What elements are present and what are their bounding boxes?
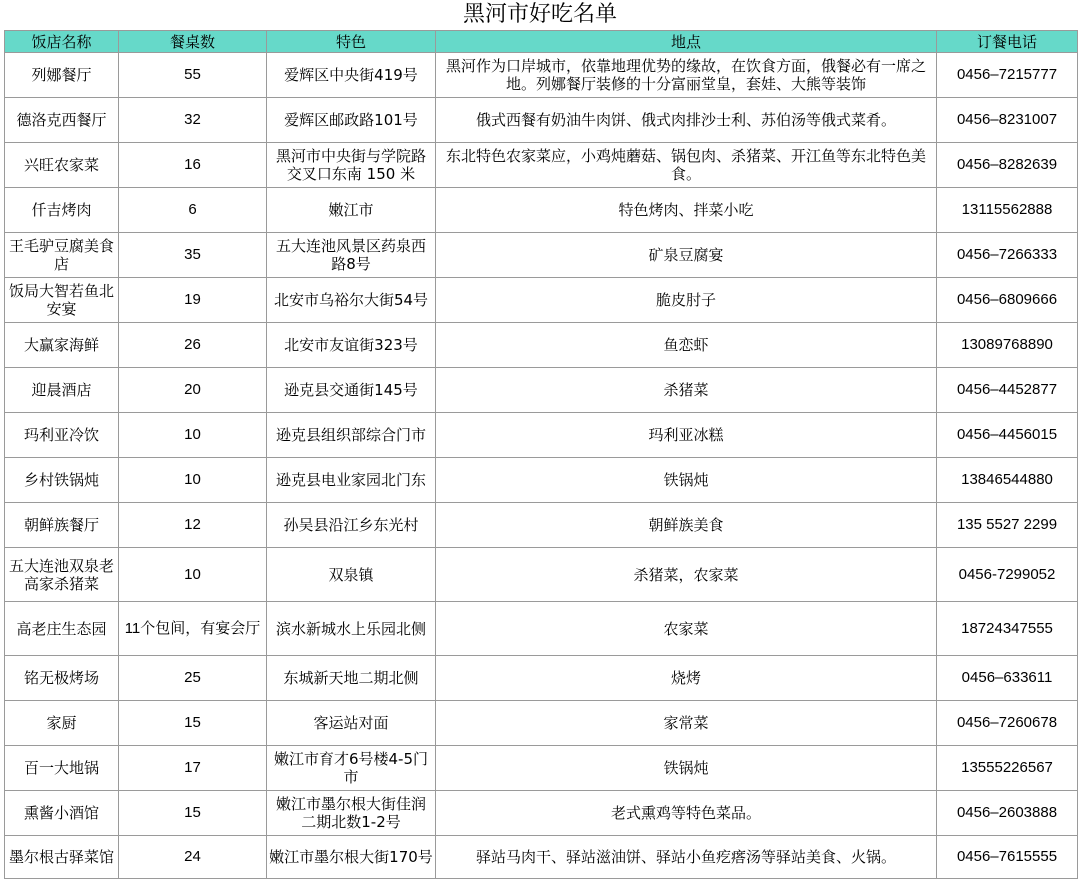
cell-location: 铁锅炖 xyxy=(436,746,937,791)
table-row xyxy=(5,368,1078,413)
table-row xyxy=(5,188,1078,233)
table-row xyxy=(5,791,1078,836)
cell-location: 铁锅炖 xyxy=(436,458,937,503)
cell-feature: 嫩江市育才6号楼4-5门市 xyxy=(267,746,436,791)
table-row xyxy=(5,413,1078,458)
cell-tables: 19 xyxy=(119,278,267,323)
cell-location: 家常菜 xyxy=(436,701,937,746)
cell-location: 杀猪菜，农家菜 xyxy=(436,548,937,602)
table-row xyxy=(5,656,1078,701)
cell-tables: 15 xyxy=(119,791,267,836)
cell-tables: 25 xyxy=(119,656,267,701)
cell-name: 朝鲜族餐厅 xyxy=(5,503,119,548)
cell-phone: 0456-7299052 xyxy=(937,548,1078,602)
header-tables: 餐桌数 xyxy=(119,31,267,53)
cell-feature: 五大连池风景区药泉西路8号 xyxy=(267,233,436,278)
table-row xyxy=(5,233,1078,278)
restaurant-table xyxy=(4,30,1078,879)
cell-location: 驿站马肉干、驿站滋油饼、驿站小鱼疙瘩汤等驿站美食、火锅。 xyxy=(436,836,937,879)
cell-feature: 逊克县组织部综合门市 xyxy=(267,413,436,458)
cell-name: 德洛克西餐厅 xyxy=(5,98,119,143)
cell-phone: 18724347555 xyxy=(937,602,1078,656)
cell-location: 玛利亚冰糕 xyxy=(436,413,937,458)
cell-location: 烧烤 xyxy=(436,656,937,701)
cell-name: 墨尔根古驿菜馆 xyxy=(5,836,119,879)
cell-name: 大赢家海鲜 xyxy=(5,323,119,368)
cell-tables: 15 xyxy=(119,701,267,746)
cell-tables: 16 xyxy=(119,143,267,188)
header-location: 地点 xyxy=(436,31,937,53)
cell-feature: 爱辉区中央街419号 xyxy=(267,53,436,98)
cell-phone: 13089768890 xyxy=(937,323,1078,368)
cell-phone: 0456–8282639 xyxy=(937,143,1078,188)
table-row xyxy=(5,98,1078,143)
cell-location: 矿泉豆腐宴 xyxy=(436,233,937,278)
cell-tables: 32 xyxy=(119,98,267,143)
cell-feature: 爱辉区邮政路101号 xyxy=(267,98,436,143)
cell-location: 杀猪菜 xyxy=(436,368,937,413)
cell-tables: 10 xyxy=(119,458,267,503)
table-row xyxy=(5,503,1078,548)
cell-tables: 10 xyxy=(119,413,267,458)
cell-name: 列娜餐厅 xyxy=(5,53,119,98)
cell-phone: 0456–4452877 xyxy=(937,368,1078,413)
cell-feature: 嫩江市墨尔根大街170号 xyxy=(267,836,436,879)
cell-name: 熏酱小酒馆 xyxy=(5,791,119,836)
cell-feature: 滨水新城水上乐园北侧 xyxy=(267,602,436,656)
cell-name: 铭无极烤场 xyxy=(5,656,119,701)
cell-tables: 12 xyxy=(119,503,267,548)
cell-feature: 逊克县电业家园北门东 xyxy=(267,458,436,503)
cell-name: 百一大地锅 xyxy=(5,746,119,791)
header-phone: 订餐电话 xyxy=(937,31,1078,53)
header-feature: 特色 xyxy=(267,31,436,53)
cell-feature: 嫩江市 xyxy=(267,188,436,233)
cell-location: 东北特色农家菜应，小鸡炖蘑菇、锅包肉、杀猪菜、开江鱼等东北特色美食。 xyxy=(436,143,937,188)
cell-phone: 135 5527 2299 xyxy=(937,503,1078,548)
cell-tables: 24 xyxy=(119,836,267,879)
cell-name: 五大连池双泉老高家杀猪菜 xyxy=(5,548,119,602)
cell-phone: 0456–8231007 xyxy=(937,98,1078,143)
table-row xyxy=(5,746,1078,791)
cell-location: 朝鲜族美食 xyxy=(436,503,937,548)
cell-tables: 6 xyxy=(119,188,267,233)
cell-location: 脆皮肘子 xyxy=(436,278,937,323)
cell-name: 饭局大智若鱼北安宴 xyxy=(5,278,119,323)
cell-feature: 北安市乌裕尔大街54号 xyxy=(267,278,436,323)
table-row xyxy=(5,143,1078,188)
table-row xyxy=(5,278,1078,323)
cell-feature: 双泉镇 xyxy=(267,548,436,602)
cell-location: 鱼恋虾 xyxy=(436,323,937,368)
cell-phone: 13555226567 xyxy=(937,746,1078,791)
table-row xyxy=(5,53,1078,98)
cell-feature: 逊克县交通街145号 xyxy=(267,368,436,413)
cell-name: 乡村铁锅炖 xyxy=(5,458,119,503)
cell-phone: 0456–633611 xyxy=(937,656,1078,701)
cell-feature: 东城新天地二期北侧 xyxy=(267,656,436,701)
cell-name: 王毛驴豆腐美食店 xyxy=(5,233,119,278)
cell-phone: 0456–7215777 xyxy=(937,53,1078,98)
cell-feature: 北安市友谊街323号 xyxy=(267,323,436,368)
table-row xyxy=(5,323,1078,368)
cell-phone: 0456–6809666 xyxy=(937,278,1078,323)
cell-feature: 黑河市中央街与学院路交叉口东南 150 米 xyxy=(267,143,436,188)
page-title: 黑河市好吃名单 xyxy=(462,2,617,27)
cell-tables: 35 xyxy=(119,233,267,278)
cell-phone: 13115562888 xyxy=(937,188,1078,233)
cell-location: 特色烤肉、拌菜小吃 xyxy=(436,188,937,233)
cell-tables: 26 xyxy=(119,323,267,368)
cell-name: 迎晨酒店 xyxy=(5,368,119,413)
cell-phone: 0456–7260678 xyxy=(937,701,1078,746)
cell-phone: 13846544880 xyxy=(937,458,1078,503)
cell-feature: 孙吴县沿江乡东光村 xyxy=(267,503,436,548)
table-row xyxy=(5,701,1078,746)
cell-tables: 11个包间，有宴会厅 xyxy=(119,602,267,656)
cell-location: 老式熏鸡等特色菜品。 xyxy=(436,791,937,836)
cell-feature: 客运站对面 xyxy=(267,701,436,746)
header-name: 饭店名称 xyxy=(5,31,119,53)
cell-location: 农家菜 xyxy=(436,602,937,656)
cell-phone: 0456–4456015 xyxy=(937,413,1078,458)
cell-location: 黑河作为口岸城市，依靠地理优势的缘故，在饮食方面，俄餐必有一席之地。列娜餐厅装修的十分富丽堂皇，套娃、大熊等装饰 xyxy=(436,53,937,98)
table-row xyxy=(5,836,1078,879)
cell-phone: 0456–2603888 xyxy=(937,791,1078,836)
table-row xyxy=(5,458,1078,503)
cell-name: 仟吉烤肉 xyxy=(5,188,119,233)
table-row xyxy=(5,602,1078,656)
header-row xyxy=(5,31,1078,53)
cell-tables: 10 xyxy=(119,548,267,602)
cell-location: 俄式西餐有奶油牛肉饼、俄式肉排沙士利、苏伯汤等俄式菜肴。 xyxy=(436,98,937,143)
cell-name: 高老庄生态园 xyxy=(5,602,119,656)
cell-name: 兴旺农家菜 xyxy=(5,143,119,188)
cell-tables: 55 xyxy=(119,53,267,98)
cell-phone: 0456–7615555 xyxy=(937,836,1078,879)
cell-tables: 20 xyxy=(119,368,267,413)
cell-phone: 0456–7266333 xyxy=(937,233,1078,278)
cell-feature: 嫩江市墨尔根大街佳润二期北数1-2号 xyxy=(267,791,436,836)
cell-name: 家厨 xyxy=(5,701,119,746)
table-row xyxy=(5,548,1078,602)
cell-tables: 17 xyxy=(119,746,267,791)
cell-name: 玛利亚冷饮 xyxy=(5,413,119,458)
